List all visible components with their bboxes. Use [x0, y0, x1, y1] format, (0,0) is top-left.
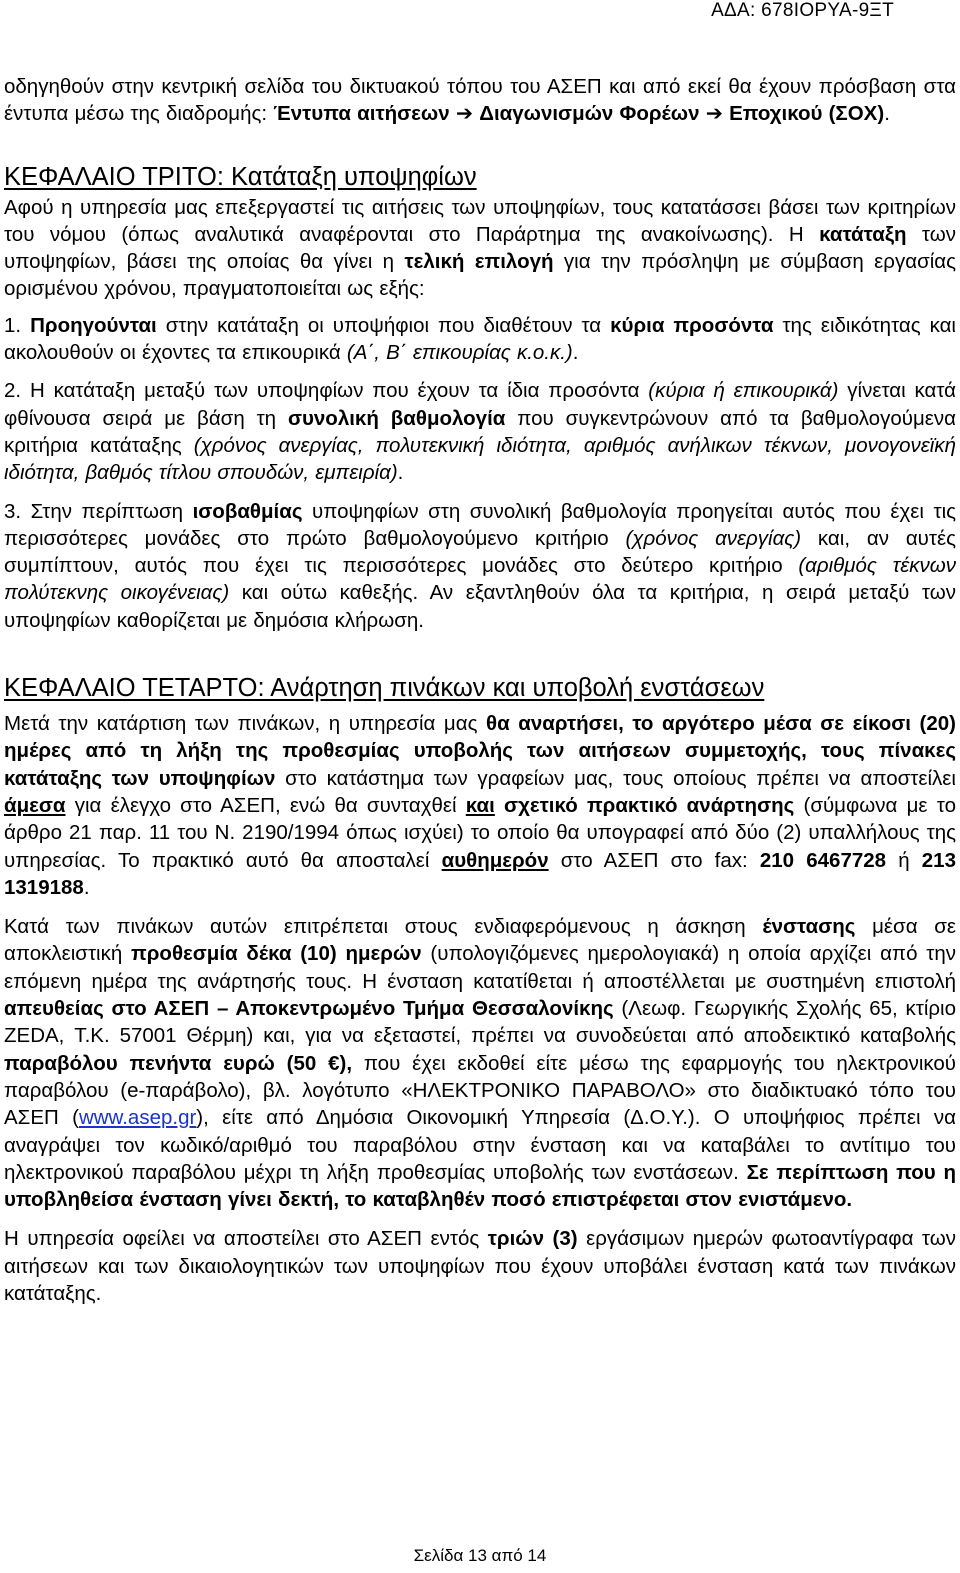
text: Η κατάταξη μεταξύ των υποψηφίων που έχουν τα ίδια προσόντα	[29, 379, 649, 403]
path-step-3: Εποχικού (ΣΟΧ)	[729, 102, 885, 126]
ranking-item-3	[4, 498, 956, 634]
text: .	[83, 875, 90, 899]
underlined-bold-text: άμεσα	[4, 793, 66, 817]
text: ), είτε από Δημόσια Οικονομική Υπηρεσία (Δ.Ο.Υ.). Ο υποψήφιος πρέπει να αναγράψει τον κωδικό/αριθμό του παραβόλου στην ένσταση και να καταβάλει το αντίτιμο του ηλεκτρονικού παραβόλου μέχρι τη λήξη προθεσμίας υποβολής των ενστάσεων.	[4, 1106, 956, 1184]
bold-text: κατάταξη	[819, 222, 907, 246]
text: μέσα σε αποκλειστική	[4, 915, 956, 966]
intro-end: .	[884, 102, 890, 126]
text: Μετά την κατάρτιση των πινάκων, η υπηρεσία μας	[4, 712, 487, 736]
bold-text: σχετικό πρακτικό ανάρτησης	[494, 793, 795, 817]
text: Στην περίπτωση	[30, 499, 193, 523]
fax-number: 210 6467728	[759, 848, 887, 872]
text: στο κατάστημα των γραφείων μας, τους οποίους πρέπει να αποστείλει	[275, 766, 956, 790]
bold-text: τριών (3)	[487, 1227, 578, 1251]
item-number: 3.	[4, 499, 31, 523]
text: για την πρόσληψη με σύμβαση εργασίας ορισμένου χρόνου, πραγματοποιείται ως εξής:	[4, 250, 957, 301]
bold-text: ισοβαθμίας	[192, 499, 303, 523]
bold-text: κύρια προσόντα	[610, 313, 774, 337]
ranking-item-2	[4, 377, 956, 486]
bold-text: Σε περίπτωση που η υποβληθείσα ένσταση γίνει δεκτή, το καταβληθέν ποσό επιστρέφεται στον ενιστάμενο.	[4, 1160, 956, 1212]
underlined-bold-text: και	[465, 793, 495, 817]
chapter-4-paragraph-1	[4, 710, 956, 901]
text: για έλεγχο στο ΑΣΕΠ, ενώ θα συνταχθεί	[65, 793, 466, 817]
bold-text: Προηγούνται	[30, 313, 157, 337]
bold-text: συνολική βαθμολογία	[287, 406, 506, 430]
item-number: 2.	[4, 379, 30, 403]
intro-text: οδηγηθούν στην κεντρική σελίδα του δικτυακού τόπου του ΑΣΕΠ και από εκεί θα έχουν πρόσβαση στα έντυπα μέσω της διαδρομής:	[4, 75, 956, 126]
text: ή	[886, 848, 922, 872]
text: (σύμφωνα με το άρθρο 21 παρ. 11 του Ν. 2190/1994 όπως ισχύει) το οποίο θα υπογραφεί από δύο (2) υπαλλήλους της υπηρεσίας. Το πρακτικό αυτό θα αποσταλεί	[4, 793, 956, 872]
text: (Λεωφ. Γεωργικής Σχολής 65, κτίριο ZEDA, Τ.Κ. 57001 Θέρμη) και, για να εξεταστεί, πρέπει να συνοδεύεται από αποδεικτικό καταβολής	[4, 997, 956, 1048]
arrow-icon: ➔	[705, 102, 723, 126]
text: .	[397, 461, 404, 485]
document-code: ΑΔΑ: 678ΙΟΡΥΑ-9ΞΤ	[711, 0, 894, 21]
item-number: 1.	[4, 313, 31, 337]
asep-website-link[interactable]: www.asep.gr	[78, 1106, 197, 1130]
text: που συγκεντρώνουν από τα βαθμολογούμενα κριτήρια κατάταξης	[4, 406, 956, 457]
bold-text: θα αναρτήσει, το αργότερο μέσα σε είκοσι (20) ημέρες από τη λήξη της προθεσμίας υποβολής των αιτήσεων συμμετοχής, τους πίνακες κατάταξης των υποψηφίων	[4, 712, 956, 790]
bold-text: παραβόλου πενήντα ευρώ (50 €),	[4, 1051, 353, 1075]
text: και, αν αυτές συμπίπτουν, αυτός που έχει τις περισσότερες μονάδες στο δεύτερο κριτήριο	[4, 526, 957, 578]
path-step-1: Έντυπα αιτήσεων	[273, 102, 450, 126]
bold-text: τελική επιλογή	[404, 250, 554, 274]
document-body	[4, 73, 956, 1307]
text: στην κατάταξη οι υποψήφιοι που διαθέτουν τα	[156, 313, 611, 337]
intro-paragraph	[4, 73, 956, 128]
text: εργάσιμων ημερών φωτοαντίγραφα των αιτήσεων και των δικαιολογητικών των υποψηφίων που έχουν υποβάλει ένσταση κατά των πινάκων κατάταξης.	[4, 1227, 956, 1305]
italic-text: (χρόνος ανεργίας)	[625, 526, 802, 550]
chapter-4-heading: ΚΕΦΑΛΑΙΟ ΤΕΤΑΡΤΟ: Ανάρτηση πινάκων και υποβολή ενστάσεων	[4, 674, 765, 703]
text: γίνεται κατά φθίνουσα σειρά με βάση τη	[4, 379, 957, 430]
path-step-2: Διαγωνισμών Φορέων	[479, 102, 700, 126]
text: υποψηφίων στη συνολική βαθμολογία προηγείται αυτός που έχει τις περισσότερες μονάδες στο πρώτο βαθμολογούμενο κριτήριο	[4, 499, 957, 550]
bold-text: απευθείας στο ΑΣΕΠ – Αποκεντρωμένο Τμήμα Θεσσαλονίκης	[4, 997, 614, 1021]
italic-text: (κύρια ή επικουρικά)	[648, 379, 839, 403]
text: Η υπηρεσία οφείλει να αποστείλει στο ΑΣΕΠ εντός	[4, 1227, 488, 1251]
text: Αφού η υπηρεσία μας επεξεργαστεί τις αιτήσεις των υποψηφίων, τους κατατάσσει βάσει των κριτηρίων του νόμου (όπως αναλυτικά αναφέρονται στο Παράρτημα της ανακοίνωσης). Η	[4, 195, 956, 246]
fax-number: 213 1319188	[4, 848, 956, 899]
italic-text: (αριθμός τέκνων πολύτεκνης οικογένειας)	[4, 554, 957, 605]
italic-text: (χρόνος ανεργίας, πολυτεκνική ιδιότητα, αριθμός ανήλικων τέκνων, μονογονεϊκή ιδιότητα, βαθμός τίτλου σπουδών, εμπειρία)	[4, 433, 956, 485]
chapter-3-heading: ΚΕΦΑΛΑΙΟ ΤΡΙΤΟ: Κατάταξη υποψηφίων	[4, 162, 477, 191]
text: της ειδικότητας και ακολουθούν οι έχοντες τα επικουρικά	[4, 313, 956, 365]
bold-text: προθεσμία δέκα (10) ημερών	[131, 942, 422, 966]
text: των υποψηφίων, βάσει της οποίας θα γίνει η	[4, 222, 956, 274]
text: Κατά των πινάκων αυτών επιτρέπεται στους ενδιαφερόμενους η άσκηση	[4, 915, 763, 939]
text: και ούτω καθεξής. Αν εξαντληθούν όλα τα κριτήρια, η σειρά μεταξύ των υποψηφίων καθορίζεται με δημόσια κλήρωση.	[4, 581, 956, 632]
chapter-4-paragraph-2	[4, 913, 956, 1213]
text: που έχει εκδοθεί είτε μέσω της εφαρμογής του ηλεκτρονικού παραβόλου (e-παράβολο), βλ. λογότυπο «ΗΛΕΚΤΡΟΝΙΚΟ ΠΑΡΑΒΟΛΟ» στο διαδικτυακό τόπο του ΑΣΕΠ (	[4, 1051, 956, 1130]
ranking-item-1	[4, 312, 956, 367]
underlined-bold-text: αυθημερόν	[441, 848, 549, 872]
chapter-4-paragraph-3	[4, 1225, 956, 1307]
bold-text: ένστασης	[762, 915, 856, 939]
italic-text: (Α΄, Β΄ επικουρίας κ.ο.κ.)	[346, 341, 573, 365]
text: στο ΑΣΕΠ στο fax:	[548, 848, 760, 872]
text: (υπολογιζόμενες ημερολογιακά) η οποία αρχίζει από την επόμενη ημέρα της ανάρτησής τους. Η ένσταση κατατίθεται ή αποστέλλεται με συστημένη επιστολή	[4, 942, 956, 993]
text: .	[572, 341, 579, 365]
arrow-icon: ➔	[455, 102, 473, 126]
page-number: Σελίδα 13 από 14	[413, 1546, 547, 1565]
chapter-3-paragraph	[4, 194, 956, 303]
